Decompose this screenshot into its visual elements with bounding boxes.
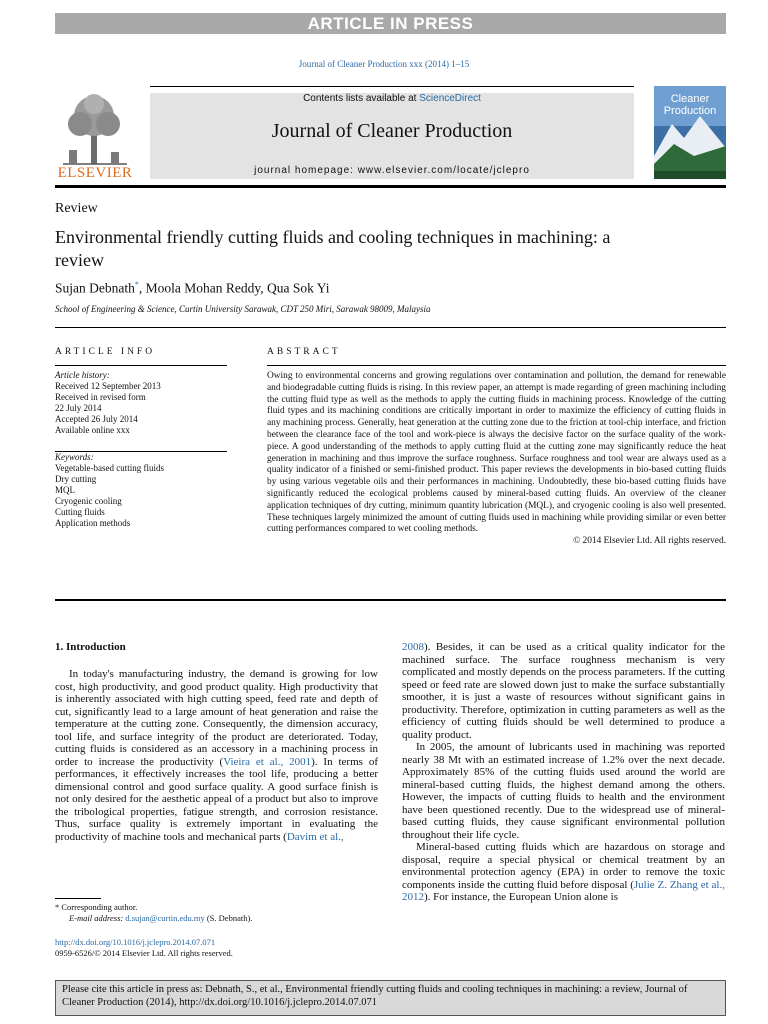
footnote-line-1 (55, 902, 252, 913)
history-item: Available online xxx (55, 425, 130, 435)
email-owner: (S. Debnath). (204, 913, 253, 923)
article-in-press-banner: ARTICLE IN PRESS (55, 13, 726, 34)
article-history-block (55, 370, 227, 436)
corresponding-author-mark[interactable]: * (134, 280, 139, 289)
contents-prefix: Contents lists available at (303, 93, 420, 104)
article-type-label: Review (55, 201, 98, 216)
email-label: E-mail address: (69, 913, 126, 923)
footnote-mark: * (55, 902, 60, 912)
doi-block (55, 937, 233, 959)
journal-cover-image[interactable] (654, 86, 726, 179)
elsevier-logo-text: ELSEVIER (57, 165, 133, 181)
history-item: Accepted 26 July 2014 (55, 414, 138, 424)
history-item: Received in revised form (55, 392, 146, 402)
history-item: Received 12 September 2013 (55, 381, 161, 391)
author-1[interactable]: Sujan Debnath (55, 280, 135, 296)
body-column-right (402, 641, 725, 904)
article-info-rule (55, 365, 227, 366)
journal-homepage[interactable]: journal homepage: www.elsevier.com/locate/jclepro (254, 165, 530, 176)
header-thick-rule (55, 185, 726, 188)
email-link[interactable]: d.sujan@curtin.edu.my (125, 913, 205, 923)
history-item: 22 July 2014 (55, 403, 102, 413)
doi-link[interactable]: http://dx.doi.org/10.1016/j.jclepro.2014.07.071 (55, 937, 216, 947)
citation-link[interactable]: Davim et al., (286, 830, 344, 843)
journal-reference-link[interactable]: Journal of Cleaner Production xxx (2014) 1–15 (298, 59, 470, 69)
author-list (55, 280, 330, 297)
paragraph-lubricants: In 2005, the amount of lubricants used in machining was reported nearly 38 Mt with an estimated increase of 1.2% over the next decade. Approximately 85% of the cutting fluids used around the world are mineral-based cutting fluids, the highest demand among the others. However, the impacts of cutting fluids to health and the environment have been questioned recently. Due to the widespread use of mineral-based cutting fluids, they cause significant environmental pollution throughout their life cycle. (402, 741, 725, 841)
keyword-item: Dry cutting (55, 474, 97, 484)
keyword-item: Application methods (55, 518, 131, 528)
article-info-heading: ARTICLE INFO (55, 347, 156, 357)
article-title: Environmental friendly cutting fluids and cooling techniques in machining: a review (55, 227, 611, 270)
introduction-heading: 1. Introduction (55, 641, 126, 653)
corresponding-footnote (55, 902, 252, 924)
contents-line (150, 93, 634, 104)
abstract-bottom-rule (55, 599, 726, 601)
paragraph-mineral-fluids (402, 841, 725, 904)
citation-link[interactable]: Julie Z. Zhang et al., 2012 (402, 878, 725, 903)
article-history-label: Article history: (55, 370, 110, 380)
text-run: ). For instance, the European Union alone is (424, 891, 618, 903)
text-run: ). Besides, it can be used as a critical quality indicator for the machined surface. The surface roughness mechanism is very complicated and mostly depends on the process parameters. If the cutting speed or feed rate are slowed down just to make the surface substantially smoother, it is just a waste of resources without significant gains in productivity. Therefore, optimization in cutting parameters as well as the efficiency of cutting fluids should be well determined to produce a quality product. (402, 641, 725, 741)
intro-paragraph-1 (55, 668, 378, 843)
other-authors[interactable]: , Moola Mohan Reddy, Qua Sok Yi (138, 280, 330, 296)
abstract-text: Owing to environmental concerns and growing regulations over contamination and pollution, the demand for renewable and biodegradable cutting fluids is rising. In this review paper, an attempt is made regarding of green machining including the cutting fluid type as well as the methods to apply the cutting fluids in machining process. Knowledge of the cutting fluid types and its machining conditions are critically important in order to maximize the efficiency of cutting fluids in any machining process. Generally, heat generation at the cutting zone due to the friction at tool-chip interface, and friction between the clearance face of the tool and work-piece is always the decisive factor on the surface quality of the work-piece. A good understanding of the methods to apply cutting fluid at the cutting zone may significantly reduce the heat generation in machining and thus improve the surface roughness. Surface roughness and tool wear are always used as a quality indicator of a finished or semi-finished product. This paper reviews the developments in bio-based cutting fluids by using various vegetable oils and their performances in machining. Undoubtedly, these bio-based cutting fluids have significantly reduced the ecological problems caused by mineral-based cutting fluids. An overview of the cleaner application techniques of dry cutting, minimum quantity lubrication (MQL), and cryogenic cooling is also well presented. These techniques largely minimized the amount of cutting fluids used in machining while providing similar or even better cutting performances compared to wet cooling methods. (267, 371, 726, 535)
divider-rule (55, 327, 726, 328)
cite-this-article-box (55, 980, 726, 1016)
abstract-copyright: © 2014 Elsevier Ltd. All rights reserved. (573, 536, 726, 547)
text-run: Mineral-based cutting fluids which are hazardous on storage and disposal, require a special physical or chemical treatment by an environmental protection agency (EPA) in order to remove the toxic components inside the cutting fluid before disposal ( (402, 841, 725, 891)
continued-paragraph (402, 641, 725, 741)
keyword-item: MQL (55, 485, 75, 495)
keyword-item: Cryogenic cooling (55, 496, 122, 506)
footnote-line-2 (55, 913, 252, 924)
journal-title: Journal of Cleaner Production (271, 120, 513, 142)
footnote-rule (55, 898, 101, 899)
cover-title-line2: Production (663, 105, 717, 117)
citation-link[interactable]: Vieira et al., 2001 (223, 755, 312, 768)
abstract-body (267, 371, 726, 548)
keywords-block (55, 452, 227, 529)
abstract-rule (267, 365, 726, 366)
keyword-item: Cutting fluids (55, 507, 105, 517)
cover-title-line1: Cleaner (670, 93, 710, 105)
body-column-left (55, 668, 378, 843)
text-run: In today's manufacturing industry, the demand is growing for low cost, high productivity, and good product quality. High productivity that is inherently associated with high cutting speed, feed rate and depth of cut, significantly lead to a large amount of heat generation and raise the temperature at the cutting zone. Consequently, the dimension accuracy, tool life, and surface integrity of the product are deteriorated. Today, cutting fluids is considered as an accessory in a machining process in order to increase the productivity ( (55, 668, 378, 768)
cite-text: Please cite this article in press as: Debnath, S., et al., Environmental friendly cutting fluids and cooling techniques in machining: a review, Journal of Cleaner Production (2014), http://dx.doi.org/10.1016/j.jclepro.2014.07.071 (62, 984, 688, 1008)
keyword-item: Vegetable-based cutting fluids (55, 463, 164, 473)
issn-line: 0959-6526/© 2014 Elsevier Ltd. All rights reserved. (55, 948, 233, 958)
sciencedirect-link[interactable]: ScienceDirect (419, 93, 481, 104)
abstract-heading: ABSTRACT (267, 347, 341, 357)
keywords-label: Keywords: (55, 452, 94, 462)
header-top-rule (150, 86, 634, 87)
text-run: ). In terms of performances, it effectively increases the tool life, producing a better dimensional control and good surface quality. A good surface finish is not only desired for the aesthetic appeal of a product but also to improve the tribological properties, fatigue strength, and corrosion resistance. Thus, surface quality is extremely important in evaluating the productivity of machine tools and mechanical parts ( (55, 755, 378, 843)
citation-link[interactable]: 2008 (402, 641, 424, 653)
affiliation: School of Engineering & Science, Curtin University Sarawak, CDT 250 Miri, Sarawak 98009, Malaysia (55, 304, 431, 314)
corresponding-label: Corresponding author. (61, 902, 138, 912)
